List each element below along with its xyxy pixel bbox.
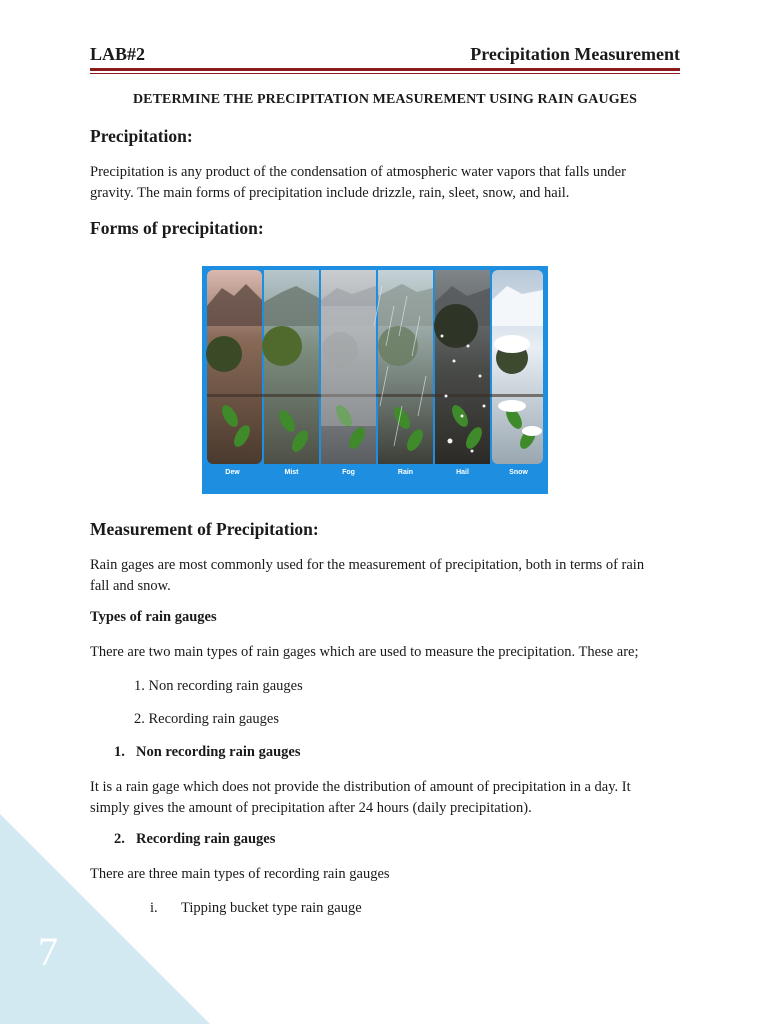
precipitation-heading: Precipitation: xyxy=(90,126,193,146)
precipitation-forms-illustration xyxy=(202,266,548,494)
rec-intro: There are three main types of recording rain gauges xyxy=(90,866,390,882)
types-intro: There are two main types of rain gages which are used to measure the precipitation. These are; xyxy=(90,644,639,660)
header-lab-label: LAB#2 xyxy=(90,44,146,64)
rec-item: Tipping bucket type rain gauge xyxy=(181,900,362,916)
header-rule-thin xyxy=(90,73,680,74)
panel-label-mist: Mist xyxy=(284,469,299,476)
types-heading: Types of rain gauges xyxy=(90,609,217,625)
nonrec-paragraph-line2: simply gives the amount of precipitation after 24 hours (daily precipitation). xyxy=(90,800,532,816)
header-rule-thick xyxy=(90,68,680,71)
page-header xyxy=(90,44,680,65)
nonrec-number: 1. xyxy=(114,744,125,760)
measurement-heading: Measurement of Precipitation: xyxy=(90,519,319,539)
panel-label-snow: Snow xyxy=(509,469,528,476)
precipitation-forms-figure xyxy=(202,266,548,494)
document-title: DETERMINE THE PRECIPITATION MEASUREMENT USING RAIN GAUGES xyxy=(132,92,638,107)
page-number: 7 xyxy=(38,929,58,974)
rec-number: 2. xyxy=(114,831,125,847)
forms-heading: Forms of precipitation: xyxy=(90,218,264,238)
types-list-item: 1. Non recording rain gauges xyxy=(134,678,303,694)
rec-item-marker: i. xyxy=(150,900,158,916)
panel-label-dew: Dew xyxy=(225,469,240,476)
header-topic-label: Precipitation Measurement xyxy=(470,44,680,64)
panel-label-rain: Rain xyxy=(397,469,414,476)
precipitation-paragraph-line1: Precipitation is any product of the condensation of atmospheric water vapors that falls under xyxy=(90,164,626,180)
nonrec-paragraph-line1: It is a rain gage which does not provide the distribution of amount of precipitation in a day. It xyxy=(90,779,631,795)
measurement-paragraph-line1: Rain gages are most commonly used for the measurement of precipitation, both in terms of rain xyxy=(90,557,645,573)
types-list-item: 2. Recording rain gauges xyxy=(134,711,279,727)
panel-label-hail: Hail xyxy=(456,469,469,476)
precipitation-paragraph-line2: gravity. The main forms of precipitation include drizzle, rain, sleet, snow, and hail. xyxy=(90,185,570,201)
measurement-paragraph-line2: fall and snow. xyxy=(90,578,171,594)
panel-label-fog: Fog xyxy=(342,469,355,476)
nonrec-heading: Non recording rain gauges xyxy=(136,744,301,760)
rec-heading: Recording rain gauges xyxy=(136,831,276,847)
